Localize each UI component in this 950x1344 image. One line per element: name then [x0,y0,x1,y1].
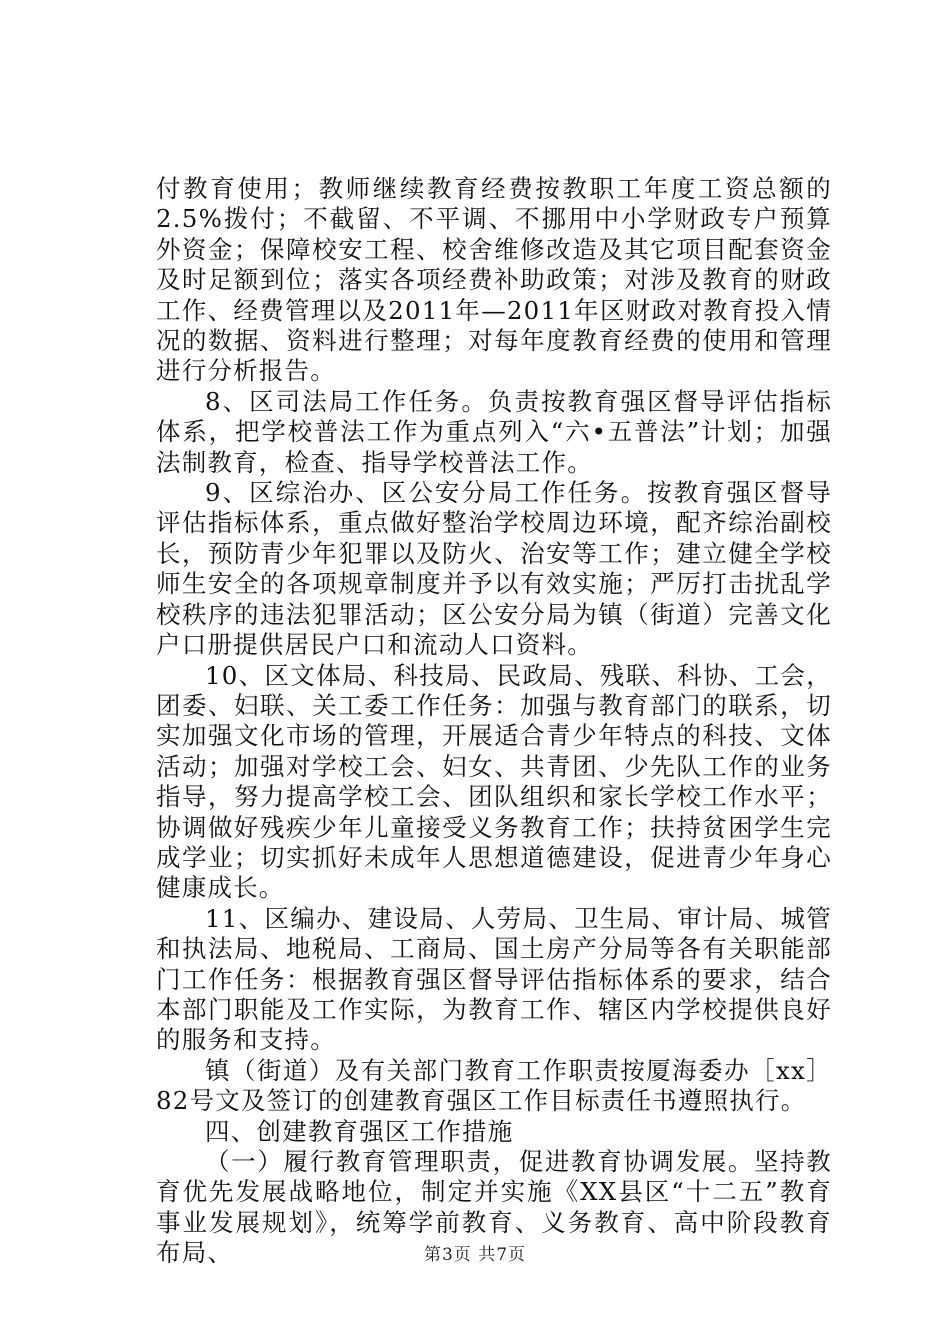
paragraph-continuation: 付教育使用；教师继续教育经费按教职工年度工资总额的2.5%拨付；不截留、不平调、不挪用中小学财政专户预算外资金；保障校安工程、校舍维修改造及其它项目配套资金及时足额到位；落实各项经费补助政策；对涉及教育的财政工作、经费管理以及2011年—2011年区财政对教育投入情况的数据、资料进行整理；对每年度教育经费的使用和管理进行分析报告。 [156,174,832,386]
paragraph-measure-1: （一）履行教育管理职责，促进教育协调发展。坚持教育优先发展战略地位，制定并实施《XX县区“十二五”教育事业发展规划》，统筹学前教育、义务教育、高中阶段教育布局、 [156,1147,832,1268]
paragraph-responsibility-note: 镇（街道）及有关部门教育工作职责按厦海委办［xx］82号文及签订的创建教育强区工作目标责任书遵照执行。 [156,1055,832,1116]
paragraph-item-8: 8、区司法局工作任务。负责按教育强区督导评估指标体系，把学校普法工作为重点列入“六•五普法”计划；加强法制教育，检查、指导学校普法工作。 [156,386,832,477]
paragraph-item-10: 10、区文体局、科技局、民政局、残联、科协、工会，团委、妇联、关工委工作任务：加强与教育部门的联系，切实加强文化市场的管理，开展适合青少年特点的科技、文体活动；加强对学校工会、妇女、共青团、少先队工作的业务指导，努力提高学校工会、团队组织和家长学校工作水平；协调做好残疾少年儿童接受义务教育工作；扶持贫困学生完成学业；切实抓好未成年人思想道德建设，促进青少年身心健康成长。 [156,660,832,903]
section-heading: 四、创建教育强区工作措施 [205,1116,514,1146]
page-number-footer: 第3页 共7页 [423,1245,527,1265]
paragraph-item-11: 11、区编办、建设局、人劳局、卫生局、审计局、城管和执法局、地税局、工商局、国土房产分局等各有关职能部门工作任务：根据教育强区督导评估指标体系的要求，结合本部门职能及工作实际，为教育工作、辖区内学校提供良好的服务和支持。 [156,903,832,1055]
paragraph-item-9: 9、区综治办、区公安分局工作任务。按教育强区督导评估指标体系，重点做好整治学校周边环境，配齐综治副校长，预防青少年犯罪以及防火、治安等工作；建立健全学校师生安全的各项规章制度并予以有效实施；严厉打击扰乱学校秩序的违法犯罪活动；区公安分局为镇（街道）完善文化户口册提供居民户口和流动人口资料。 [156,478,832,660]
document-body [156,174,832,1269]
